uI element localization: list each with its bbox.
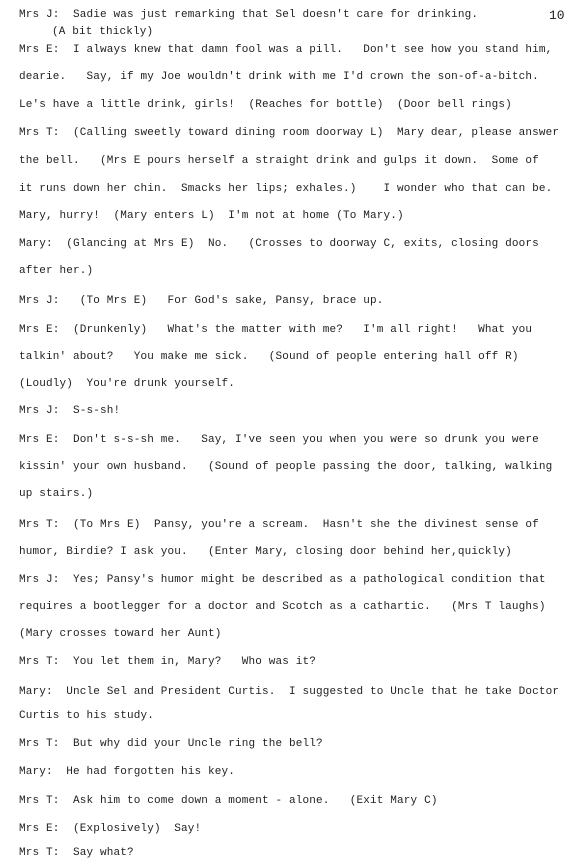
script-line: Mary, hurry! (Mary enters L) I'm not at home (To Mary.)	[19, 210, 404, 222]
script-line: Mrs T: (To Mrs E) Pansy, you're a scream. Hasn't she the divinest sense of	[19, 519, 539, 531]
script-line: (Mary crosses toward her Aunt)	[19, 628, 222, 640]
script-line: Mrs E: I always knew that damn fool was a pill. Don't see how you stand him,	[19, 44, 553, 56]
page-number: 10	[549, 8, 565, 23]
script-line: requires a bootlegger for a doctor and Scotch as a cathartic. (Mrs T laughs)	[19, 601, 546, 613]
script-line: Mary: Uncle Sel and President Curtis. I suggested to Uncle that he take Doctor	[19, 686, 560, 698]
script-line: Mrs J: S-s-sh!	[19, 405, 121, 417]
script-line: dearie. Say, if my Joe wouldn't drink with me I'd crown the son-of-a-bitch.	[19, 71, 539, 83]
script-line: Curtis to his study.	[19, 710, 155, 722]
script-line: humor, Birdie? I ask you. (Enter Mary, closing door behind her,quickly)	[19, 546, 512, 558]
script-line: Mrs J: Sadie was just remarking that Sel doesn't care for drinking.	[19, 9, 479, 21]
script-line: Mrs J: Yes; Pansy's humor might be described as a pathological condition that	[19, 574, 546, 586]
script-line: Mrs T: You let them in, Mary? Who was it?	[19, 656, 317, 668]
script-line: Mary: He had forgotten his key.	[19, 766, 236, 778]
script-line: Mrs T: But why did your Uncle ring the bell?	[19, 738, 323, 750]
script-line: the bell. (Mrs E pours herself a straight drink and gulps it down. Some of	[19, 155, 539, 167]
script-line: Mrs T: (Calling sweetly toward dining room doorway L) Mary dear, please answer	[19, 127, 560, 139]
script-line: (Loudly) You're drunk yourself.	[19, 378, 236, 390]
script-line: kissin' your own husband. (Sound of people passing the door, talking, walking	[19, 461, 553, 473]
script-line: up stairs.)	[19, 488, 94, 500]
script-line: talkin' about? You make me sick. (Sound of people entering hall off R)	[19, 351, 519, 363]
script-line: it runs down her chin. Smacks her lips; exhales.) I wonder who that can be.	[19, 183, 553, 195]
script-line: (A bit thickly)	[52, 26, 154, 38]
script-line: Mrs E: (Explosively) Say!	[19, 823, 202, 835]
script-line: Mrs E: Don't s-s-sh me. Say, I've seen you when you were so drunk you were	[19, 434, 539, 446]
script-line: Le's have a little drink, girls! (Reaches for bottle) (Door bell rings)	[19, 99, 512, 111]
script-line: Mary: (Glancing at Mrs E) No. (Crosses to doorway C, exits, closing doors	[19, 238, 539, 250]
script-line: Mrs J: (To Mrs E) For God's sake, Pansy, brace up.	[19, 295, 384, 307]
script-line: Mrs T: Ask him to come down a moment - alone. (Exit Mary C)	[19, 795, 438, 807]
script-line: Mrs T: Say what?	[19, 847, 134, 859]
script-line: after her.)	[19, 265, 94, 277]
script-line: Mrs E: (Drunkenly) What's the matter with me? I'm all right! What you	[19, 324, 533, 336]
